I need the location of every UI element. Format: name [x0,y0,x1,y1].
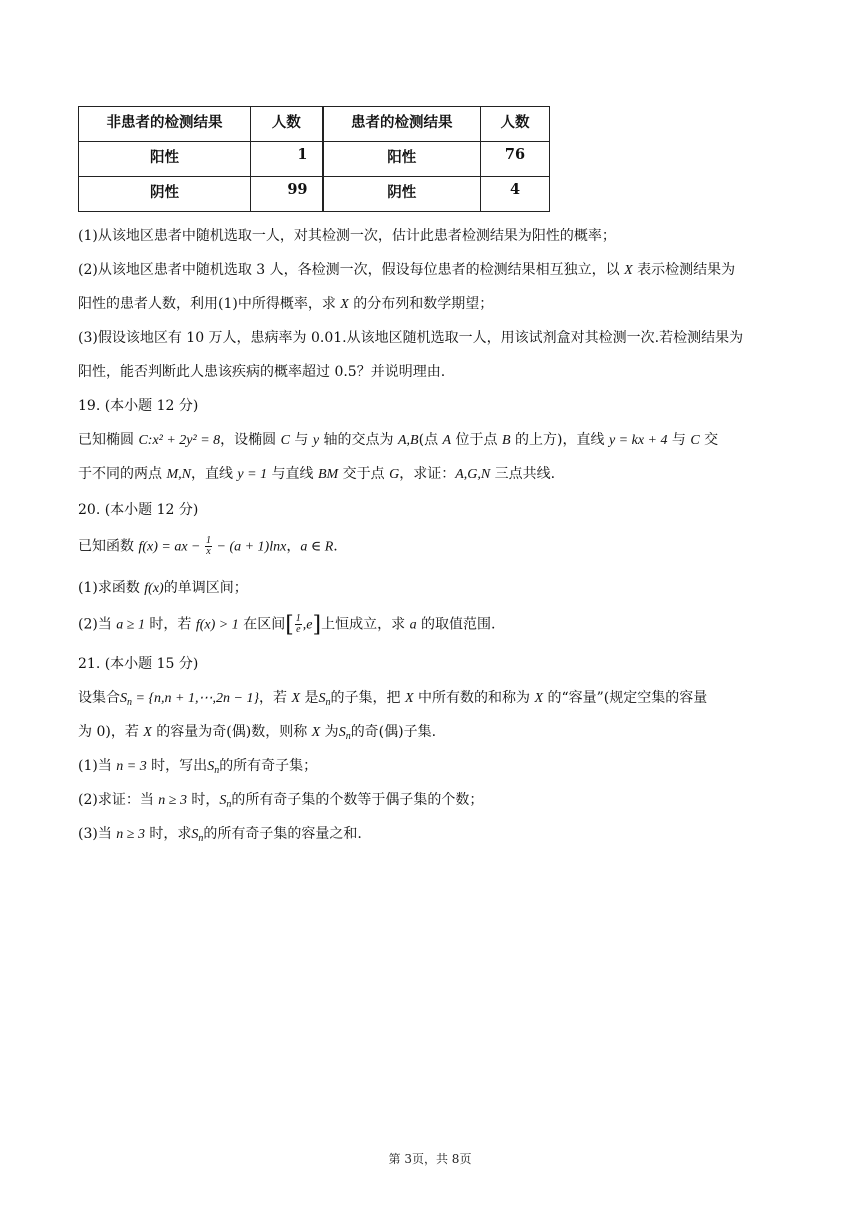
table-header-cell: 患者的检测结果 [323,107,481,142]
math-subscript: n [345,731,351,742]
math-var: X [143,725,152,740]
text: 的单调区间； [163,580,248,596]
question-heading: 19. (本小题 12 分) [78,398,199,414]
table-header-cell: 人数 [481,107,550,142]
table-cell: 99 [251,177,323,212]
text: (2)求证：当 [78,792,159,808]
text: ，若 [259,690,292,706]
text: 时，写出 [146,758,208,774]
text: 上恒成立，求 [321,616,410,633]
table-row [79,177,550,212]
fraction-denominator: x [206,546,211,557]
table-row [79,142,550,177]
q18-part-2-line-2 [78,294,783,315]
fraction-numerator: 1 [206,535,211,546]
q18-part-3-line-1 [78,328,783,348]
text: 交于点 [338,466,390,482]
text: 的所有奇子集的个数等于偶子集的个数； [231,792,484,808]
text: 的取值范围. [416,616,496,633]
table-cell: 1 [251,142,323,177]
text: 位于点 [451,432,502,448]
text: 的所有奇子集的容量之和. [203,826,362,842]
text: 与直线 [267,466,318,482]
math-subscript: n [226,799,232,810]
table-header-row [79,107,550,142]
q18-part-1 [78,226,783,246]
text: 于不同的两点 [78,466,167,482]
math-var: S [207,759,215,774]
math-expr: ,e [302,617,313,633]
text: 与 [667,432,691,448]
math-expr: C:x² + 2y² = 8 [138,433,221,448]
text: 已知函数 [78,538,139,555]
text: ，直线 [190,466,238,482]
math-subscript: n [214,765,220,776]
math-subscript: n [325,697,331,708]
text: ， [286,538,301,555]
text: ，设椭圆 [220,432,281,448]
q21-heading [78,654,783,674]
math-var: X [291,691,301,706]
math-expr: n = 3 [116,759,147,774]
math-var: A [442,433,452,448]
text: (3)假设该地区有 10 万人，患病率为 0.01.从该地区随机选取一人，用该试剂盒对其检测一次.若检测结果为 [78,330,744,346]
math-var: X [311,725,321,740]
math-var: S [191,827,199,842]
text: ，求证： [399,466,456,482]
math-expr: f(x) [144,581,164,596]
table-cell: 阳性 [79,142,251,177]
q18-part-2-line-1 [78,260,783,281]
fraction-numerator: 1 [295,613,301,624]
q20-heading [78,500,783,520]
math-expr [219,793,231,808]
q19-line-1 [78,430,783,451]
math-expr [120,691,259,706]
math-var: G [389,467,400,482]
math-expr: = {n,n + 1,⋯,2n − 1} [132,691,260,706]
math-expr: f(x) = ax − [138,539,204,555]
table-cell: 阴性 [79,177,251,212]
math-var: X [624,263,633,278]
q21-part-2 [78,790,783,815]
q21-part-3 [78,824,783,849]
math-subscript: n [127,697,132,708]
math-expr: f(x) > 1 [195,617,239,633]
q20-line-1 [78,536,783,558]
math-var: C [280,433,290,448]
text: (1)求函数 [78,580,145,596]
math-expr: a ≥ 1 [116,617,145,633]
text: 时， [186,792,220,808]
text: 的所有奇子集； [219,758,318,774]
text: 三点共线. [490,466,556,482]
q21-part-1 [78,756,783,781]
text: 的“容量”(规定空集的容量 [543,690,708,706]
math-expr: y = kx + 4 [608,433,668,448]
table-header-cell: 非患者的检测结果 [79,107,251,142]
math-var: a [409,617,417,633]
math-var: X [340,297,349,312]
text: 中所有数的和称为 [413,690,535,706]
math-var: X [534,691,543,706]
math-expr: a ∈ R [300,539,334,555]
text: (点 [418,432,443,448]
math-var: B [502,433,511,448]
text: 已知椭圆 [78,432,139,448]
text: 的上方)，直线 [510,432,609,448]
text: 时，若 [144,616,196,633]
text: (1)从该地区患者中随机选取一人，对其检测一次，估计此患者检测结果为阳性的概率； [78,228,616,244]
table-cell: 阳性 [323,142,481,177]
text: (1)当 [78,758,117,774]
q18-part-3-line-2 [78,362,783,382]
text: 设集合 [78,690,120,706]
math-var: S [318,691,326,706]
text: 表示检测结果为 [632,262,736,278]
math-var: X [404,691,414,706]
right-bracket-icon: ] [312,612,322,638]
q20-part-1 [78,578,783,599]
math-subscript: n [198,833,204,844]
q20-part-2 [78,614,783,636]
math-var: C [690,433,700,448]
text: 是 [300,690,319,706]
math-var: A,B [398,433,419,448]
math-var: y [312,433,320,448]
math-var: BM [317,467,339,482]
math-expr [191,827,203,842]
question-heading: 21. (本小题 15 分) [78,656,199,672]
math-var: S [120,691,127,706]
text: 的奇(偶)子集. [350,724,437,740]
q21-line-1 [78,688,783,713]
math-expr: n ≥ 3 [116,827,145,842]
math-var: M,N [166,467,191,482]
q19-heading [78,396,783,416]
text: 阳性的患者人数，利用(1)中所得概率，求 [78,296,341,312]
text: 时，求 [144,826,192,842]
text: 阳性，能否判断此人患该疾病的概率超过 0.5？并说明理由. [78,364,446,380]
math-var: A,G,N [455,467,491,482]
text: 轴的交点为 [319,432,398,448]
math-var: S [338,725,346,740]
table-cell: 76 [481,142,550,177]
math-expr: − (a + 1)lnx [213,539,287,555]
math-expr [319,691,331,706]
fraction [205,536,212,557]
fraction-denominator: e [296,624,301,635]
text: 为 0)，若 [78,724,144,740]
table-cell: 4 [481,177,550,212]
math-expr: n ≥ 3 [158,793,187,808]
q21-line-2 [78,722,783,747]
question-heading: 20. (本小题 12 分) [78,502,199,518]
text: 为 [320,724,339,740]
math-expr: y = 1 [237,467,268,482]
text: 的容量为奇(偶)数，则称 [151,724,312,740]
text: 的分布列和数学期望； [348,296,494,312]
math-expr [207,759,219,774]
text: (2)当 [78,616,117,633]
detection-results-table [78,106,550,212]
table-cell: 阴性 [323,177,481,212]
math-var: S [219,793,227,808]
text: 的子集，把 [330,690,405,706]
text: . [333,538,338,555]
left-bracket-icon: [ [285,612,294,638]
math-expr [339,725,351,740]
text: 与 [289,432,313,448]
text: (2)从该地区患者中随机选取 3 人，各检测一次，假设每位患者的检测结果相互独立，以 [78,262,625,278]
text: 在区间 [238,616,286,633]
q19-line-2 [78,464,783,485]
table-header-cell: 人数 [251,107,323,142]
page-number-footer: 第 3页，共 8页 [388,1152,472,1166]
text: 交 [699,432,719,448]
fraction [295,614,302,635]
text: (3)当 [78,826,117,842]
